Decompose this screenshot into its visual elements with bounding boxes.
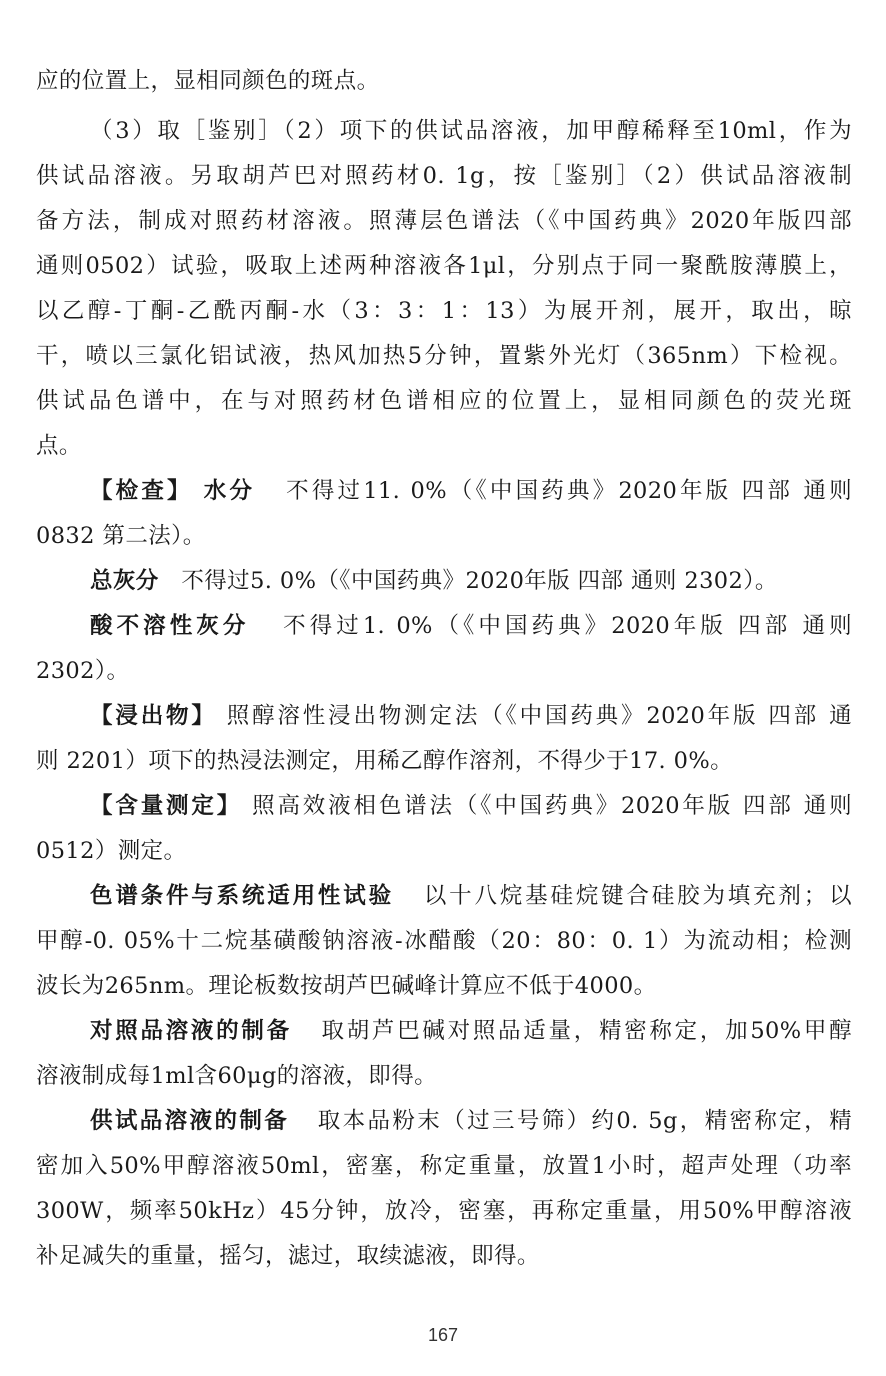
text-line-9: 点。 [36,433,82,459]
heading-chromatography-conditions: 色谱条件与系统适用性试验 [90,883,394,909]
text-reference-solution: 取胡芦巴碱对照品适量，精密称定，加50%甲醇 [321,1018,852,1044]
text-line-11: 0832 第二法）。 [36,523,206,549]
text-chromatography: 以十八烷基硅烷键合硅胶为填充剂；以 [423,883,852,909]
acid-insoluble-ash-line [90,610,852,642]
text-line-18: 0512）测定。 [36,838,187,864]
inspection-water-line [90,475,852,507]
text-line-20: 甲醇-0. 05%十二烷基磺酸钠溶液-冰醋酸（20：80：0. 1）为流动相；检测 [36,928,852,954]
text-line-16: 则 2201）项下的热浸法测定，用稀乙醇作溶剂，不得少于17. 0%。 [36,748,734,774]
heading-total-ash: 总灰分 [90,568,159,594]
test-solution-line [90,1105,852,1137]
text-line-4: 备方法，制成对照药材溶液。照薄层色谱法（《中国药典》2020年版四部 [36,208,852,234]
text-line-27: 补足减失的重量，摇匀，滤过，取续滤液，即得。 [36,1243,540,1269]
assay-line [90,790,852,822]
text-test-solution: 取本品粉末（过三号筛）约0. 5g，精密称定，精 [317,1108,852,1134]
text-line-26: 300W，频率50kHz）45分钟，放冷，密塞，再称定重量，用50%甲醇溶液 [36,1198,852,1224]
total-ash-line [90,565,852,597]
section-heading-extract: 【浸出物】 [90,703,217,729]
reference-solution-line [90,1015,852,1047]
extract-line [90,700,852,732]
text-total-ash: 不得过5. 0%（《中国药典》2020年版 四部 通则 2302）。 [181,568,778,594]
text-line-2: （3）取［鉴别］（2）项下的供试品溶液，加甲醇稀释至10ml，作为 [90,118,852,144]
chromatography-line [90,880,852,912]
text-line-14: 2302）。 [36,658,130,684]
section-heading-assay: 【含量测定】 [90,793,243,819]
text-line-21: 波长为265nm。理论板数按胡芦巴碱峰计算应不低于4000。 [36,973,657,999]
heading-test-solution: 供试品溶液的制备 [90,1108,290,1134]
section-heading-inspection: 【检查】 水分 [90,478,256,504]
page-number: 167 [427,1325,459,1345]
text-line-23: 溶液制成每1ml含60μg的溶液，即得。 [36,1063,438,1089]
text-acid-insoluble-ash: 不得过1. 0%（《中国药典》2020年版 四部 通则 [283,613,852,639]
text-water-limit: 不得过11. 0%（《中国药典》2020年版 四部 通则 [286,478,852,504]
text-extract: 照醇溶性浸出物测定法（《中国药典》2020年版 四部 通 [226,703,852,729]
text-line-8: 供试品色谱中，在与对照药材色谱相应的位置上，显相同颜色的荧光斑 [36,388,852,414]
heading-reference-solution: 对照品溶液的制备 [90,1018,292,1044]
heading-acid-insoluble-ash: 酸不溶性灰分 [90,613,250,639]
text-line-1: 应的位置上，显相同颜色的斑点。 [36,68,380,94]
text-assay: 照高效液相色谱法（《中国药典》2020年版 四部 通则 [252,793,852,819]
text-line-7: 干，喷以三氯化铝试液，热风加热5分钟，置紫外光灯（365nm）下检视。 [36,343,852,369]
text-line-3: 供试品溶液。另取胡芦巴对照药材0. 1g，按［鉴别］（2）供试品溶液制 [36,163,852,189]
text-line-5: 通则0502）试验，吸取上述两种溶液各1μl，分别点于同一聚酰胺薄膜上， [36,253,852,279]
text-line-6: 以乙醇-丁酮-乙酰丙酮-水（3：3：1：13）为展开剂，展开，取出，晾 [36,298,852,324]
text-line-25: 密加入50%甲醇溶液50ml，密塞，称定重量，放置1小时，超声处理（功率 [36,1153,852,1179]
